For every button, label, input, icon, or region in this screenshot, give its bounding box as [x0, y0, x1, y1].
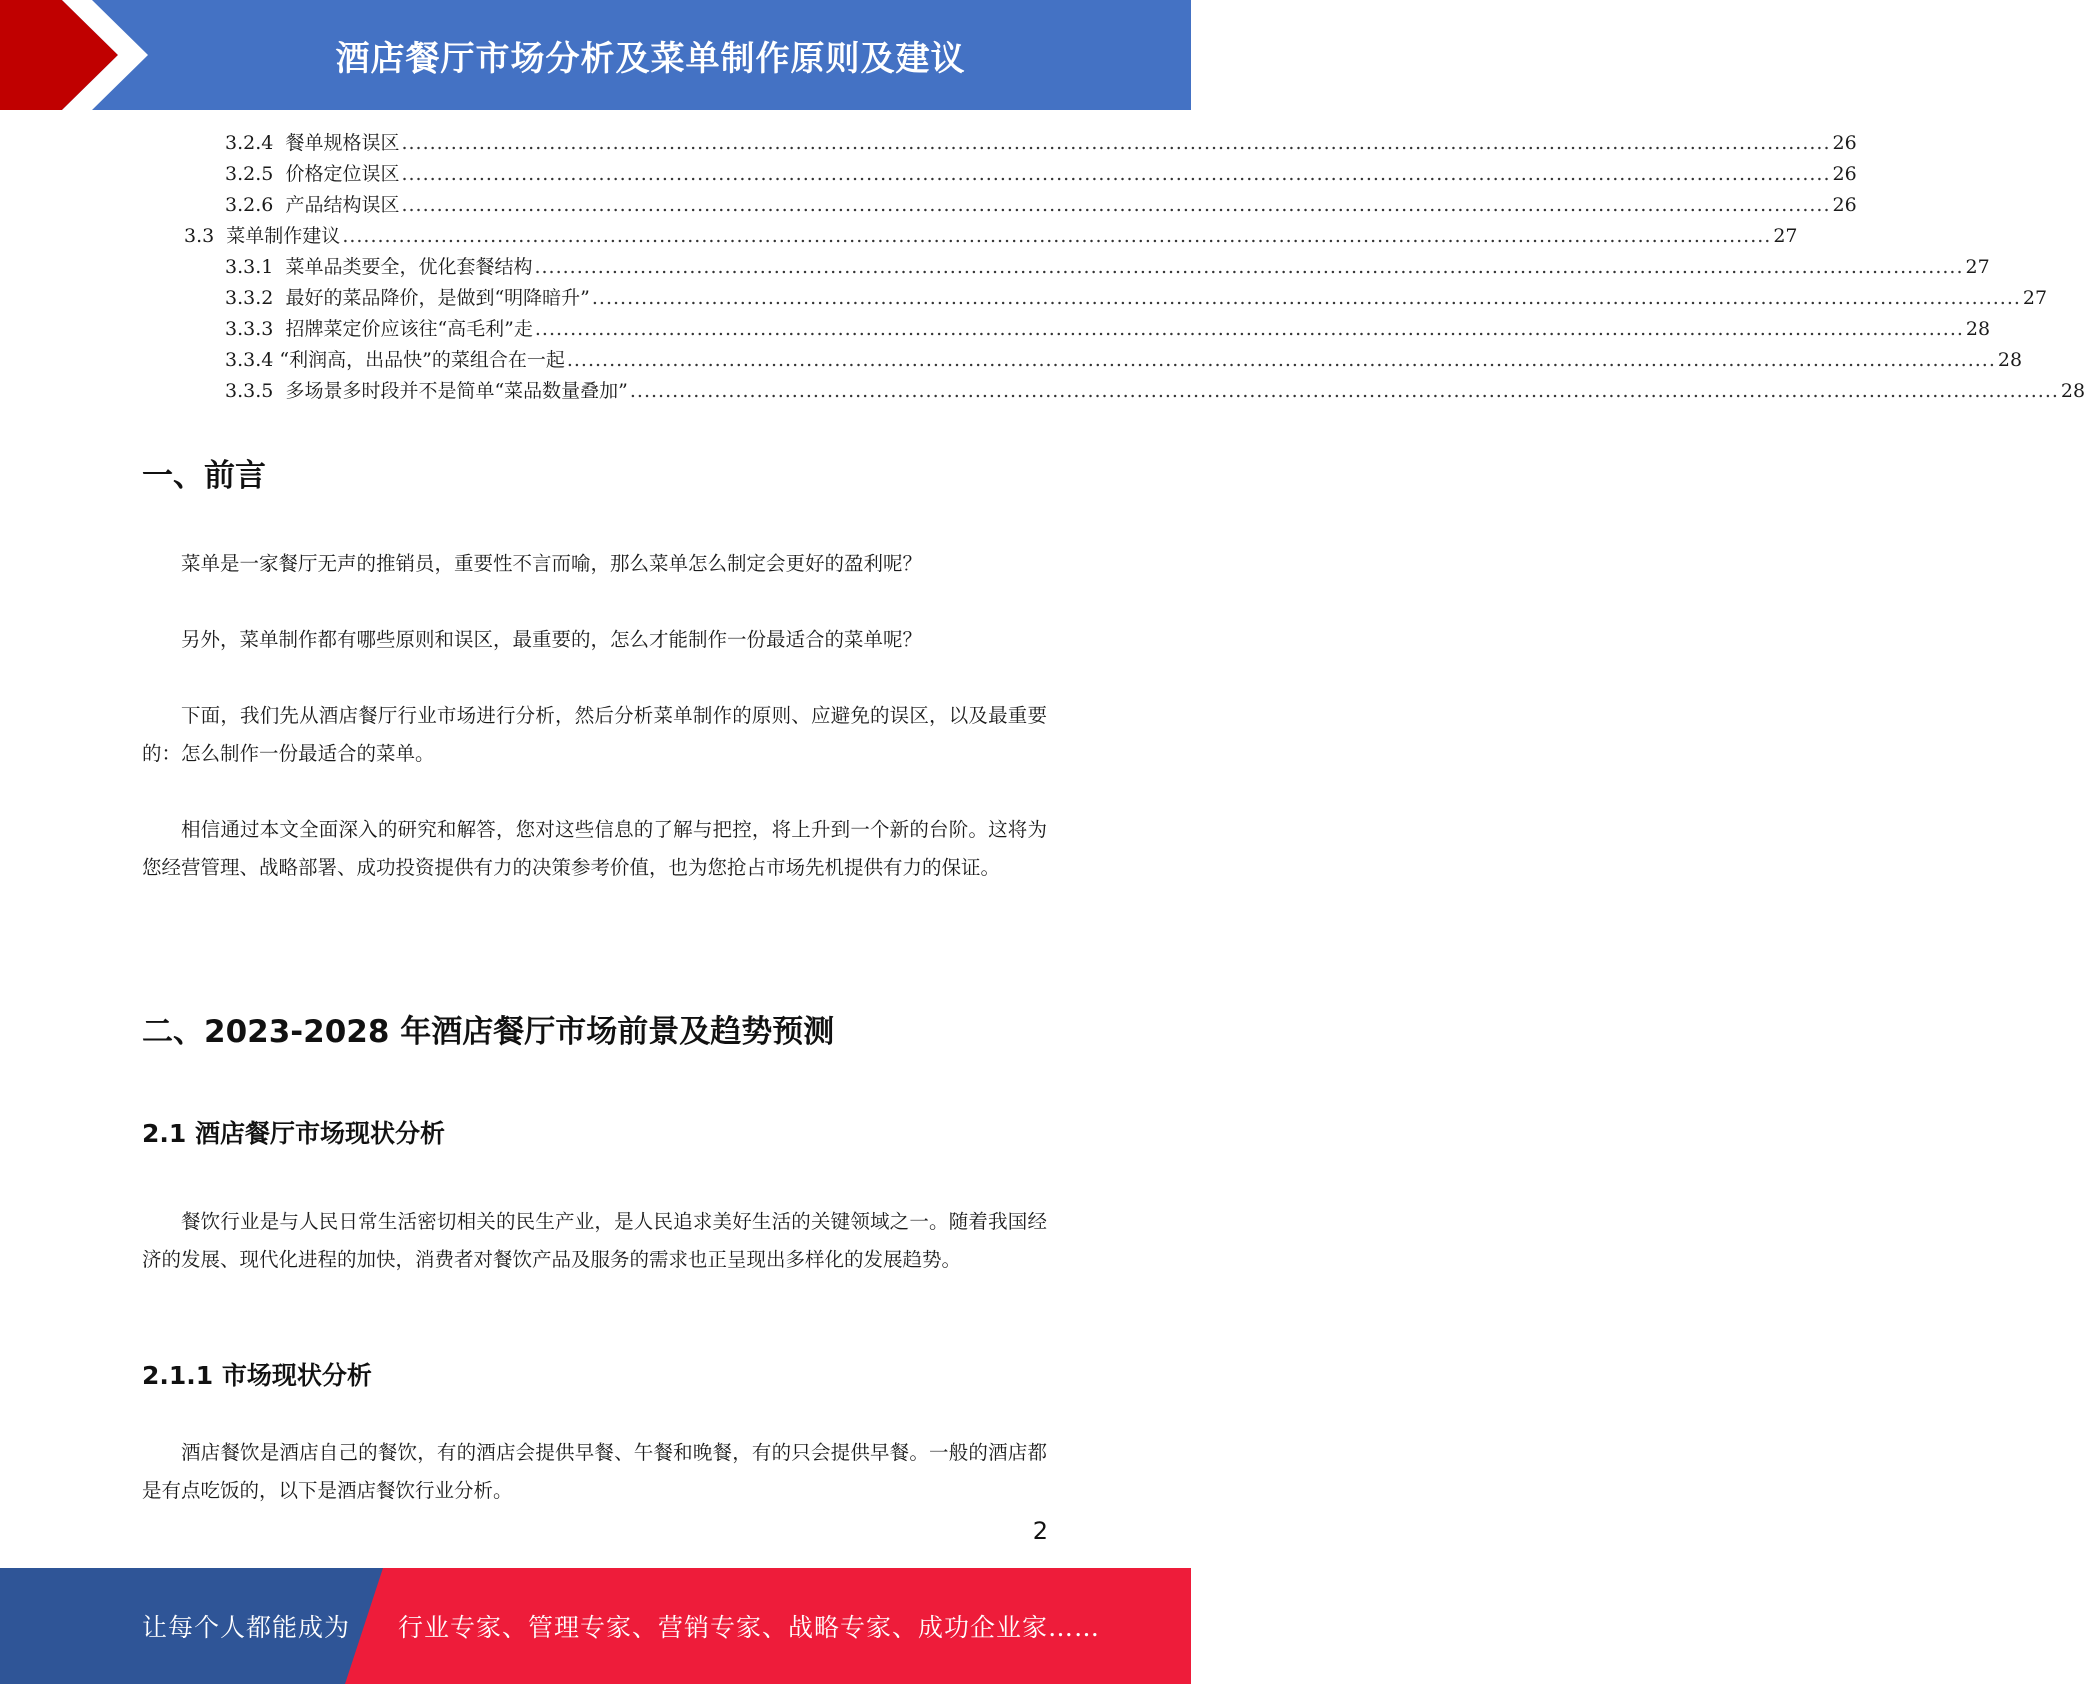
toc-page: 26 — [1832, 194, 1857, 216]
toc-leader: ........................................................................................................................................................................................................... — [342, 225, 1772, 247]
toc-page: 26 — [1832, 132, 1857, 154]
subsection-heading: 2.1.1 市场现状分析 — [142, 1361, 372, 1390]
toc-leader: ........................................................................................................................................................................................................... — [566, 349, 1996, 371]
toc-number: 3.2.5 — [225, 163, 286, 185]
toc-entry[interactable] — [225, 376, 2085, 407]
toc-page: 27 — [1773, 225, 1798, 247]
toc-page: 28 — [2060, 380, 2085, 402]
toc-leader: ........................................................................................................................................................................................................... — [629, 380, 2059, 402]
toc-title: 价格定位误区 — [285, 163, 400, 185]
toc-title: 产品结构误区 — [285, 194, 400, 216]
toc-title: 多场景多时段并不是简单“菜品数量叠加” — [285, 380, 628, 402]
section-heading-preface: 一、前言 — [142, 458, 266, 494]
toc-title: “利润高，出品快”的菜组合在一起 — [279, 349, 565, 371]
footer-slogan-left: 让每个人都能成为 — [142, 1613, 351, 1642]
toc-entry[interactable] — [225, 128, 1857, 159]
toc-page: 26 — [1832, 163, 1857, 185]
toc-number: 3.2.4 — [225, 132, 286, 154]
toc-page: 27 — [1965, 256, 1990, 278]
toc-number: 3.3.3 — [225, 318, 286, 340]
chevron-arrow-icon — [0, 0, 150, 110]
toc-number: 3.2.6 — [225, 194, 286, 216]
toc-entry[interactable] — [225, 252, 1990, 283]
paragraph: 相信通过本文全面深入的研究和解答，您对这些信息的了解与把控，将上升到一个新的台阶。这将为您经营管理、战略部署、成功投资提供有力的决策参考价值，也为您抢占市场先机提供有力的保证。 — [142, 818, 1047, 879]
toc-entry[interactable] — [225, 314, 1991, 345]
subsection-heading: 2.1 酒店餐厅市场现状分析 — [142, 1119, 445, 1148]
toc-leader: ........................................................................................................................................................................................................... — [534, 318, 1964, 340]
page-number: 2 — [1032, 1517, 1048, 1545]
toc-entry[interactable] — [225, 283, 2048, 314]
footer-slogan-right: 行业专家、管理专家、营销专家、战略专家、成功企业家…… — [398, 1613, 1101, 1642]
paragraph: 餐饮行业是与人民日常生活密切相关的民生产业，是人民追求美好生活的关键领域之一。随着我国经济的发展、现代化进程的加快，消费者对餐饮产品及服务的需求也正呈现出多样化的发展趋势。 — [142, 1210, 1047, 1271]
toc-page: 27 — [2022, 287, 2048, 309]
section-heading-forecast: 二、2023-2028 年酒店餐厅市场前景及趋势预测 — [142, 1014, 835, 1050]
document-title: 酒店餐厅市场分析及菜单制作原则及建议 — [335, 38, 966, 79]
toc-leader: ........................................................................................................................................................................................................... — [401, 132, 1831, 154]
paragraph: 菜单是一家餐厅无声的推销员，重要性不言而喻，那么菜单怎么制定会更好的盈利呢？ — [181, 552, 923, 575]
toc-title: 菜单制作建议 — [226, 225, 341, 247]
footer-banner — [0, 1568, 1191, 1684]
toc-number: 3.3.4 — [225, 349, 280, 371]
toc-entry[interactable] — [225, 345, 2023, 376]
toc-entry[interactable] — [225, 159, 1857, 190]
toc-title: 招牌菜定价应该往“高毛利”走 — [285, 318, 533, 340]
toc-title: 餐单规格误区 — [285, 132, 400, 154]
toc-leader: ........................................................................................................................................................................................................... — [401, 163, 1831, 185]
toc-entry[interactable] — [225, 190, 1857, 221]
header-banner — [0, 0, 1191, 110]
toc-leader: ........................................................................................................................................................................................................... — [401, 194, 1831, 216]
toc-leader: ........................................................................................................................................................................................................... — [591, 287, 2021, 309]
toc-leader: ........................................................................................................................................................................................................... — [534, 256, 1964, 278]
toc-number: 3.3.1 — [225, 256, 286, 278]
paragraph: 下面，我们先从酒店餐厅行业市场进行分析，然后分析菜单制作的原则、应避免的误区，以及最重要的：怎么制作一份最适合的菜单。 — [142, 704, 1047, 765]
paragraph: 酒店餐饮是酒店自己的餐饮，有的酒店会提供早餐、午餐和晚餐，有的只会提供早餐。一般的酒店都是有点吃饭的，以下是酒店餐饮行业分析。 — [142, 1441, 1047, 1502]
toc-title: 最好的菜品降价，是做到“明降暗升” — [285, 287, 590, 309]
toc-page: 28 — [1965, 318, 1991, 340]
toc-page: 28 — [1997, 349, 2023, 371]
toc-title: 菜单品类要全，优化套餐结构 — [285, 256, 533, 278]
paragraph: 另外，菜单制作都有哪些原则和误区，最重要的，怎么才能制作一份最适合的菜单呢？ — [181, 628, 923, 651]
toc-number: 3.3.5 — [225, 380, 286, 402]
toc-number: 3.3 — [184, 225, 227, 247]
toc-number: 3.3.2 — [225, 287, 286, 309]
toc-entry[interactable] — [184, 221, 1798, 252]
